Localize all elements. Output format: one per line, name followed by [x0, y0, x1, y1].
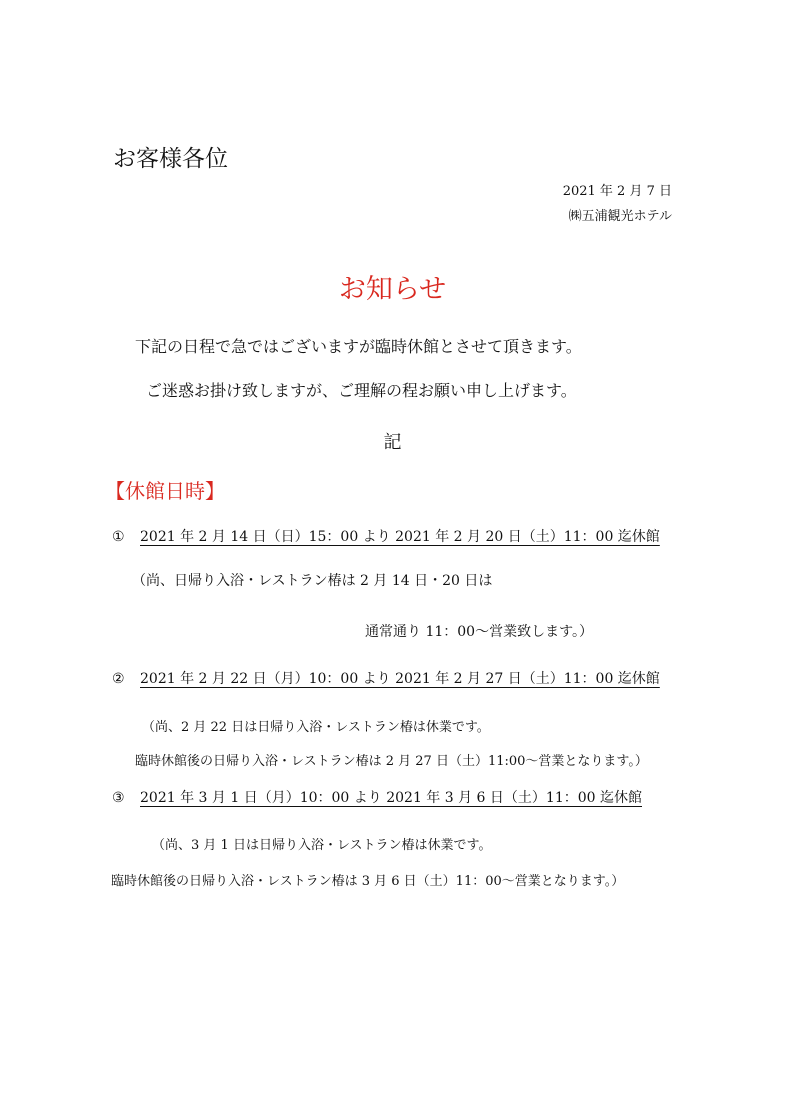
item-1-note-line-2: 通常通り 11：00～営業致します。） [365, 624, 593, 640]
notice-title: お知らせ [338, 274, 447, 305]
closure-item-3 [112, 787, 642, 807]
item-number: ③ [112, 790, 125, 806]
closure-period: 2021 年 2 月 22 日（月）10：00 より 2021 年 2 月 27 日（土）11：00 迄休館 [140, 671, 660, 687]
section-title: 【休館日時】 [105, 479, 225, 503]
closure-item-1 [112, 526, 660, 546]
body-line-2: ご迷惑お掛け致しますが、ご理解の程お願い申し上げます。 [146, 381, 577, 400]
closure-item-2 [112, 668, 660, 688]
addressee: お客様各位 [113, 146, 228, 172]
item-3-note-line-2: 臨時休館後の日帰り入浴・レストラン椿は 3 月 6 日（土）11：00～営業となります。） [111, 874, 625, 889]
item-1-note-line-1: （尚、日帰り入浴・レストラン椿は 2 月 14 日・20 日は [132, 573, 493, 589]
notice-date: 2021 年 2 月 7 日 [562, 184, 672, 199]
item-number: ② [112, 671, 125, 687]
item-number: ① [112, 529, 125, 545]
item-2-note-line-1: （尚、2 月 22 日は日帰り入浴・レストラン椿は休業です。 [142, 720, 490, 735]
ki-mark: 記 [383, 432, 402, 453]
company-name: ㈱五浦観光ホテル [568, 209, 672, 224]
item-3-note-line-1: （尚、3 月 1 日は日帰り入浴・レストラン椿は休業です。 [152, 838, 492, 853]
body-line-1: 下記の日程で急ではございますが臨時休館とさせて頂きます。 [135, 337, 582, 356]
closure-period: 2021 年 3 月 1 日（月）10：00 より 2021 年 3 月 6 日（土）11：00 迄休館 [140, 790, 642, 806]
closure-period: 2021 年 2 月 14 日（日）15：00 より 2021 年 2 月 20 日（土）11：00 迄休館 [140, 529, 660, 545]
item-2-note-line-2: 臨時休館後の日帰り入浴・レストラン椿は 2 月 27 日（土）11:00～営業となります。） [135, 754, 648, 769]
